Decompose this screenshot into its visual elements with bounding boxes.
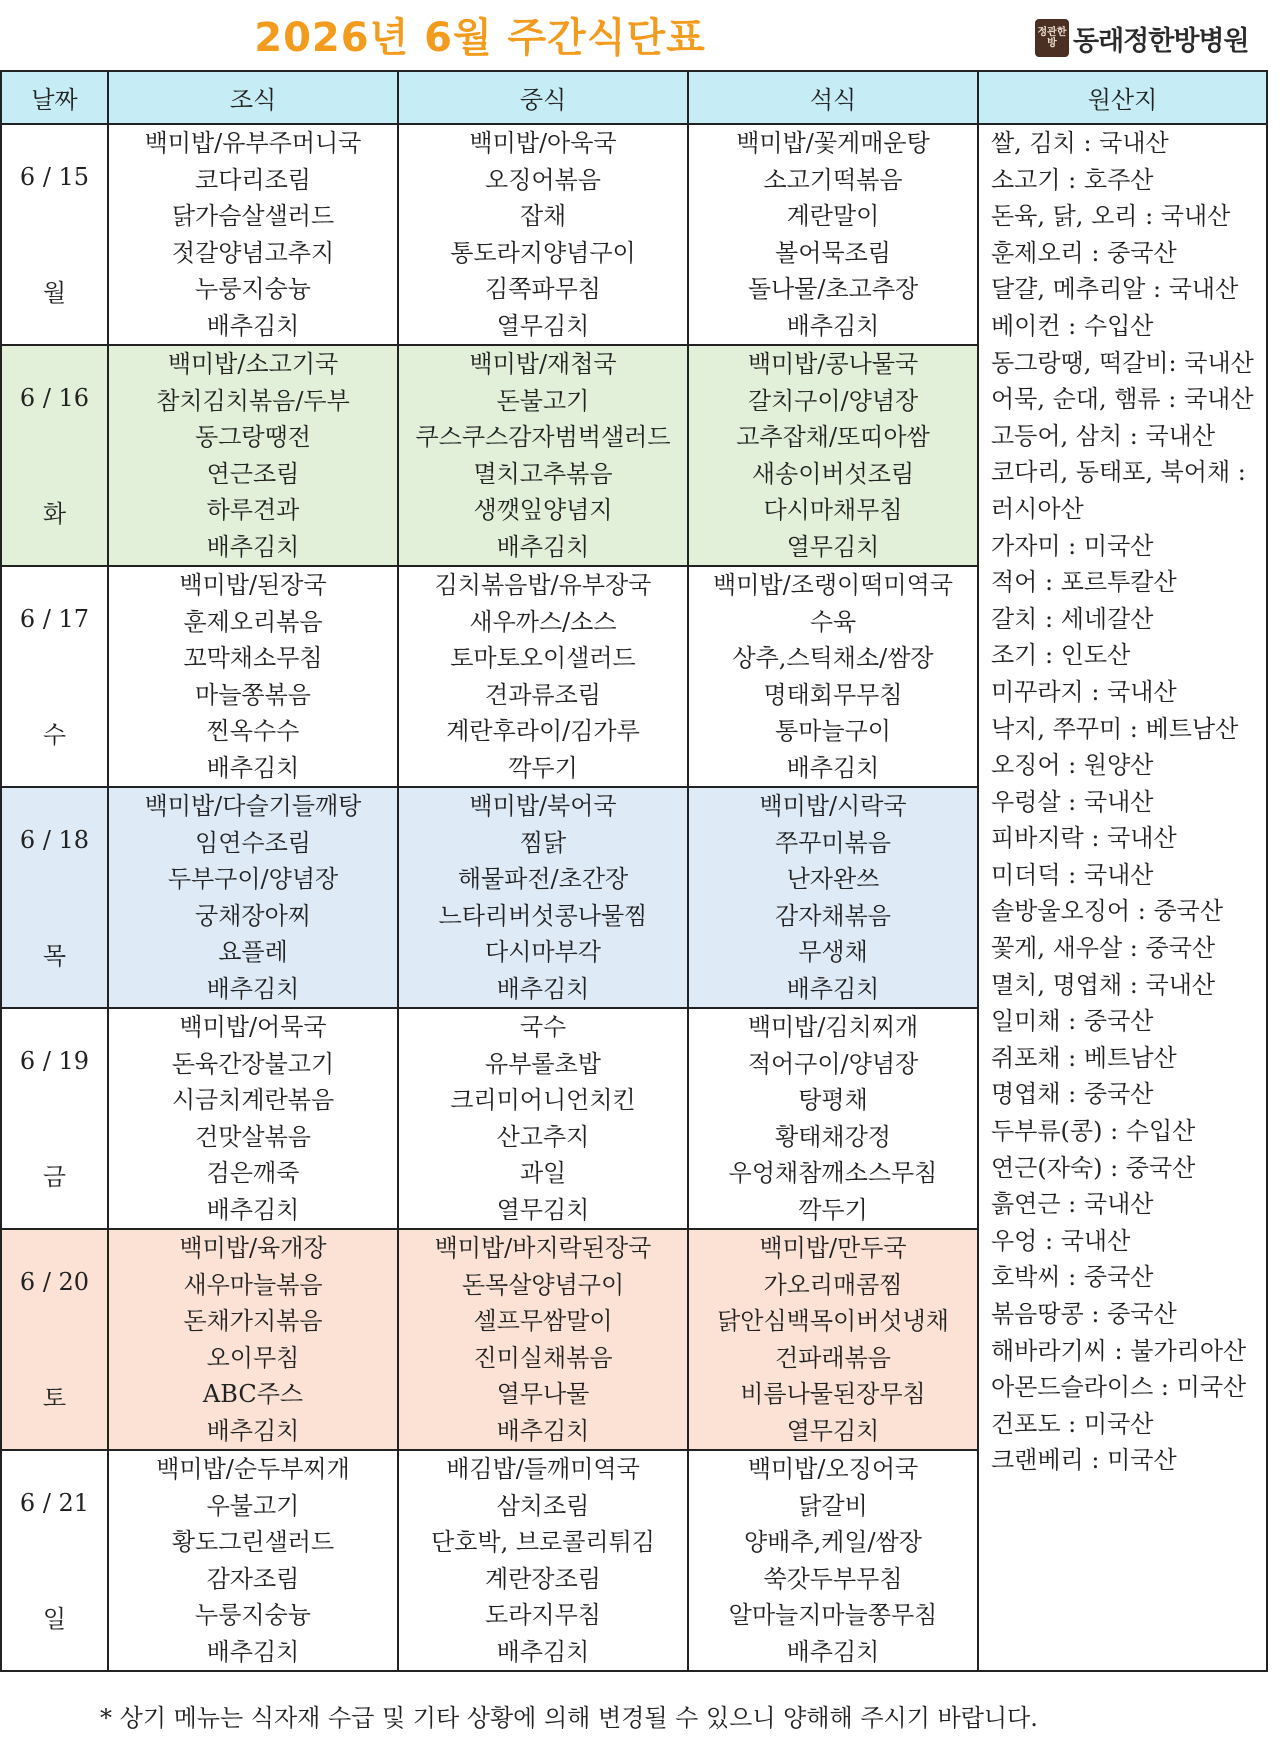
menu-item: 새우까스/소스	[469, 607, 617, 636]
menu-item: 감자조림	[206, 1564, 300, 1593]
menu-item: 백미밥/오징어국	[747, 1455, 919, 1483]
lunch-cell	[398, 345, 688, 566]
origin-item: 연근(자숙) : 중국산	[991, 1153, 1196, 1182]
dinner-cell	[688, 1008, 978, 1229]
menu-item: 배추김치	[206, 753, 300, 782]
menu-item: 감자채볶음	[775, 901, 891, 930]
menu-item: 궁채장아찌	[195, 901, 311, 930]
menu-item: 백미밥/북어국	[469, 792, 617, 820]
menu-item: 백미밥/소고기국	[167, 350, 339, 378]
origin-item: 미꾸라지 : 국내산	[991, 677, 1177, 706]
menu-item: 백미밥/시락국	[759, 792, 907, 820]
menu-item: 검은깨죽	[206, 1159, 300, 1187]
header-date: 날짜	[1, 71, 108, 124]
menu-item: 가오리매콤찜	[763, 1270, 903, 1299]
menu-item: 삼치조림	[496, 1491, 590, 1520]
menu-item: 진미실채볶음	[473, 1343, 613, 1372]
breakfast-cell	[108, 1229, 398, 1450]
menu-item: 백미밥/김치찌개	[747, 1013, 919, 1041]
menu-item: 쿠스쿠스감자범벅샐러드	[415, 423, 671, 451]
origin-item: 소고기 : 호주산	[991, 165, 1154, 194]
dinner-cell	[688, 345, 978, 566]
menu-item: 배추김치	[206, 974, 300, 1003]
origin-item: 고등어, 삼치 : 국내산	[991, 421, 1216, 450]
menu-item: 참치김치볶음/두부	[156, 386, 350, 415]
menu-item: 백미밥/만두국	[759, 1234, 907, 1262]
menu-item: 닭가슴살샐러드	[171, 202, 335, 230]
origin-item: 러시아산	[991, 494, 1084, 523]
menu-item: 배추김치	[206, 311, 300, 340]
date-label: 6 / 20	[19, 1268, 90, 1296]
menu-item: 닭안심백목이버섯냉채	[717, 1307, 949, 1335]
menu-item: 돈불고기	[496, 386, 590, 415]
lunch-cell	[398, 124, 688, 345]
menu-item: 우엉채참깨소스무침	[728, 1159, 938, 1187]
menu-item: 백미밥/재첩국	[469, 350, 617, 378]
origin-item: 쌀, 김치 : 국내산	[991, 129, 1169, 157]
breakfast-cell	[108, 566, 398, 787]
menu-item: 멸치고추볶음	[473, 459, 613, 488]
date-cell	[1, 566, 108, 787]
menu-item: 토마토오이샐러드	[450, 644, 636, 672]
menu-item: 배추김치	[496, 1416, 590, 1445]
date-label: 6 / 15	[19, 163, 90, 191]
date-cell	[1, 124, 108, 345]
menu-item: 새우마늘볶음	[183, 1270, 323, 1299]
dinner-cell	[688, 566, 978, 787]
menu-item: 계란후라이/김가루	[446, 717, 640, 745]
origin-item: 아몬드슬라이스 : 미국산	[991, 1373, 1247, 1402]
origin-item: 건포도 : 미국산	[991, 1409, 1154, 1438]
menu-item: 적어구이/양념장	[747, 1049, 919, 1078]
origin-item: 볶음땅콩 : 중국산	[991, 1300, 1177, 1328]
menu-item: 열무김치	[496, 311, 590, 340]
date-cell	[1, 787, 108, 1008]
menu-item: 건파래볶음	[775, 1343, 891, 1372]
menu-item: 닭갈비	[798, 1491, 868, 1520]
breakfast-cell	[108, 124, 398, 345]
origin-item: 두부류(콩) : 수입산	[991, 1117, 1196, 1146]
menu-item: 배추김치	[786, 753, 880, 782]
menu-item: 난자완쓰	[786, 865, 880, 893]
lunch-cell	[398, 1450, 688, 1671]
menu-item: 배추김치	[496, 532, 590, 561]
menu-item: 두부구이/양념장	[167, 865, 339, 893]
menu-item: 과일	[519, 1159, 567, 1187]
table-row	[1, 124, 1267, 345]
menu-item: 계란말이	[786, 202, 880, 230]
origin-item: 가자미 : 미국산	[991, 531, 1154, 560]
menu-item: 하루견과	[206, 496, 300, 524]
menu-item: 수육	[809, 607, 857, 636]
date-cell	[1, 345, 108, 566]
origin-item: 갈치 : 세네갈산	[991, 604, 1154, 633]
menu-item: 크리미어니언치킨	[450, 1086, 636, 1114]
menu-item: 배추김치	[206, 1416, 300, 1445]
origin-item: 우렁살 : 국내산	[991, 787, 1154, 816]
origin-item: 적어 : 포르투칼산	[991, 568, 1177, 597]
menu-item: 백미밥/조랭이떡미역국	[713, 571, 953, 599]
menu-item: 돈목살양념구이	[461, 1270, 625, 1299]
menu-item: 백미밥/유부주머니국	[144, 129, 362, 157]
breakfast-cell	[108, 787, 398, 1008]
menu-item: 국수	[519, 1013, 567, 1041]
menu-item: 꼬막채소무침	[183, 644, 323, 672]
menu-item: 갈치구이/양념장	[747, 386, 919, 415]
lunch-cell	[398, 787, 688, 1008]
menu-item: 배김밥/들깨미역국	[446, 1455, 640, 1483]
menu-item: 통도라지양념구이	[450, 238, 636, 267]
menu-item: 젓갈양념고추지	[171, 238, 335, 267]
menu-item: 견과류조림	[485, 680, 601, 709]
menu-item: 건맛살볶음	[195, 1122, 311, 1151]
menu-item: 쑥갓두부무침	[763, 1564, 903, 1593]
menu-item: 황태채강정	[775, 1122, 891, 1151]
menu-item: 백미밥/육개장	[179, 1234, 327, 1262]
menu-item: 비름나물된장무침	[740, 1380, 926, 1408]
date-label: 6 / 19	[19, 1047, 90, 1075]
origin-item: 호박씨 : 중국산	[991, 1263, 1154, 1292]
menu-item: 산고추지	[496, 1122, 590, 1151]
menu-item: 우불고기	[206, 1491, 300, 1520]
page-title: 2026년 6월 주간식단표	[254, 15, 706, 61]
menu-item: 오징어볶음	[485, 165, 601, 194]
lunch-cell	[398, 1008, 688, 1229]
menu-item: 시금치계란볶음	[171, 1086, 335, 1114]
date-cell	[1, 1229, 108, 1450]
menu-item: 돌나물/초고추장	[747, 275, 919, 303]
origin-item: 쥐포채 : 베트남산	[991, 1043, 1177, 1072]
menu-item: 황도그린샐러드	[171, 1528, 335, 1556]
menu-item: 찜닭	[519, 828, 567, 857]
date-cell	[1, 1008, 108, 1229]
origin-item: 흙연근 : 국내산	[991, 1190, 1154, 1219]
weekday-label: 수	[42, 721, 67, 749]
menu-item: 고추잡채/또띠아쌈	[736, 423, 930, 451]
origin-item: 조기 : 인도산	[991, 641, 1131, 670]
origin-item: 피바지락 : 국내산	[991, 824, 1177, 853]
menu-item: ABC주스	[202, 1380, 304, 1408]
footnote: * 상기 메뉴는 식자재 수급 및 기타 상황에 의해 변경될 수 있으니 양해해 주시기 바랍니다.	[100, 1704, 1038, 1732]
header-breakfast: 조식	[108, 71, 398, 124]
origin-item: 달걀, 메추리알 : 국내산	[991, 275, 1239, 304]
weekday-label: 일	[42, 1605, 67, 1633]
lunch-cell	[398, 566, 688, 787]
table-header-row	[1, 71, 1267, 124]
menu-item: 누룽지숭늉	[195, 1601, 311, 1629]
origin-item: 어묵, 순대, 햄류 : 국내산	[991, 385, 1254, 414]
weekday-label: 화	[42, 500, 67, 528]
weekday-label: 토	[42, 1384, 67, 1412]
menu-item: 배추김치	[786, 1637, 880, 1666]
menu-item: 열무나물	[496, 1380, 590, 1408]
menu-item: 배추김치	[206, 532, 300, 561]
menu-item: 유부롤초밥	[485, 1049, 601, 1078]
menu-item: 요플레	[218, 938, 288, 966]
origin-item: 일미채 : 중국산	[991, 1007, 1154, 1036]
breakfast-cell	[108, 1008, 398, 1229]
origin-item: 돈육, 닭, 오리 : 국내산	[991, 202, 1231, 231]
date-label: 6 / 16	[19, 384, 90, 412]
date-label: 6 / 21	[19, 1489, 90, 1517]
menu-item: 명태회무무침	[763, 680, 903, 709]
weekday-label: 금	[42, 1163, 67, 1191]
menu-item: 돈육간장불고기	[171, 1049, 335, 1078]
dinner-cell	[688, 1450, 978, 1671]
menu-item: 열무김치	[786, 1416, 880, 1445]
weekday-label: 월	[42, 279, 67, 307]
menu-item: 소고기떡볶음	[763, 165, 903, 194]
origin-item: 멸치, 명엽채 : 국내산	[991, 970, 1216, 999]
hospital-name: 동래정한방병원	[1073, 25, 1249, 57]
menu-item: 오이무침	[206, 1343, 300, 1372]
breakfast-cell	[108, 345, 398, 566]
menu-item: 통마늘구이	[775, 717, 891, 745]
menu-item: 찐옥수수	[206, 717, 300, 745]
menu-item: 배추김치	[496, 1637, 590, 1666]
menu-item: 양배추,케일/쌈장	[743, 1528, 922, 1556]
menu-item: 느타리버섯콩나물찜	[438, 901, 648, 930]
weekly-menu-table	[0, 70, 1268, 1672]
menu-item: 백미밥/바지락된장국	[434, 1234, 652, 1262]
hospital-logo	[1035, 18, 1249, 58]
origin-item: 미더덕 : 국내산	[991, 860, 1154, 889]
menu-item: 열무김치	[496, 1195, 590, 1224]
menu-item: 마늘쫑볶음	[195, 680, 311, 709]
menu-item: 백미밥/꽃게매운탕	[736, 129, 930, 157]
menu-item: 배추김치	[496, 974, 590, 1003]
origin-item: 베이컨 : 수입산	[991, 311, 1154, 340]
menu-item: 상추,스틱채소/쌈장	[732, 644, 934, 672]
origin-item: 오징어 : 원양산	[991, 751, 1154, 780]
origin-item: 해바라기씨 : 불가리아산	[991, 1336, 1247, 1365]
menu-item: 김치볶음밥/유부장국	[434, 571, 652, 599]
menu-item: 잡채	[519, 202, 567, 230]
menu-item: 깍두기	[798, 1195, 868, 1224]
origin-item: 코다리, 동태포, 북어채 :	[991, 458, 1246, 487]
menu-item: 백미밥/다슬기들깨탕	[144, 792, 362, 820]
menu-item: 배추김치	[786, 974, 880, 1003]
menu-item: 도라지무침	[485, 1601, 601, 1629]
menu-item: 깍두기	[508, 753, 578, 782]
dinner-cell	[688, 124, 978, 345]
weekday-label: 목	[42, 942, 67, 970]
date-cell	[1, 1450, 108, 1671]
origin-item: 솔방울오징어 : 중국산	[991, 897, 1223, 926]
menu-item: 임연수조림	[195, 828, 311, 857]
menu-item: 백미밥/아욱국	[469, 129, 617, 157]
menu-item: 백미밥/순두부찌개	[156, 1455, 350, 1483]
menu-item: 배추김치	[206, 1195, 300, 1224]
menu-item: 알마늘지마늘쫑무침	[728, 1601, 938, 1629]
menu-item: 단호박, 브로콜리튀김	[431, 1528, 655, 1556]
breakfast-cell	[108, 1450, 398, 1671]
origin-item: 명엽채 : 중국산	[991, 1080, 1154, 1109]
menu-item: 생깻잎양념지	[473, 496, 613, 524]
menu-item: 동그랑땡전	[195, 423, 311, 451]
menu-item: 김쪽파무침	[485, 275, 601, 303]
menu-item: 쭈꾸미볶음	[775, 828, 891, 857]
menu-item: 백미밥/된장국	[179, 571, 327, 599]
menu-item: 백미밥/어묵국	[179, 1013, 327, 1041]
menu-item: 셀프무쌈말이	[473, 1307, 613, 1335]
origin-item: 우엉 : 국내산	[991, 1226, 1131, 1255]
menu-item: 연근조림	[206, 459, 300, 488]
origin-item: 동그랑땡, 떡갈비: 국내산	[991, 348, 1254, 377]
menu-item: 돈채가지볶음	[183, 1307, 323, 1335]
dinner-cell	[688, 1229, 978, 1450]
menu-item: 해물파전/초간장	[457, 865, 629, 893]
lunch-cell	[398, 1229, 688, 1450]
menu-item: 볼어묵조림	[775, 238, 891, 267]
date-label: 6 / 17	[19, 605, 90, 633]
header-dinner: 석식	[688, 71, 978, 124]
menu-item: 탕평채	[798, 1086, 868, 1114]
origin-item: 크랜베리 : 미국산	[991, 1446, 1177, 1475]
header-lunch: 중식	[398, 71, 688, 124]
menu-item: 훈제오리볶음	[183, 607, 323, 636]
menu-item: 열무김치	[786, 532, 880, 561]
logo-seal-icon: 정관한방	[1035, 19, 1069, 57]
menu-item: 배추김치	[786, 311, 880, 340]
menu-item: 백미밥/콩나물국	[747, 350, 919, 378]
header-origin: 원산지	[978, 71, 1267, 124]
origin-item: 훈제오리 : 중국산	[991, 238, 1177, 267]
origin-cell	[978, 124, 1267, 1671]
origin-item: 낙지, 쭈꾸미 : 베트남산	[991, 714, 1239, 743]
origin-item: 꽃게, 새우살 : 중국산	[991, 934, 1216, 963]
menu-item: 새송이버섯조림	[751, 459, 915, 488]
menu-item: 다시마부각	[485, 938, 601, 966]
menu-item: 배추김치	[206, 1637, 300, 1666]
menu-item: 무생채	[798, 938, 868, 966]
date-label: 6 / 18	[19, 826, 90, 854]
menu-item: 계란장조림	[485, 1564, 601, 1593]
menu-item: 코다리조림	[195, 165, 311, 194]
menu-item: 누룽지숭늉	[195, 275, 311, 303]
dinner-cell	[688, 787, 978, 1008]
menu-item: 다시마채무침	[763, 496, 903, 524]
